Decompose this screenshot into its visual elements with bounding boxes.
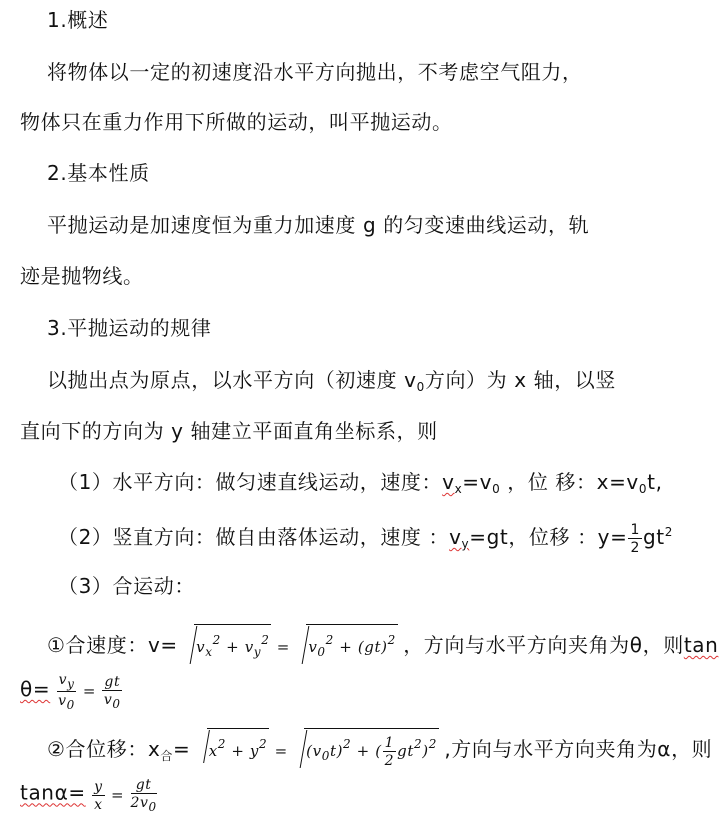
paragraph-line: 以抛出点为原点，以水平方向（初速度 $v_0$方向）为 x 轴，以竖 (47, 368, 616, 394)
combined-velocity-line: ①合速度：$v= v_x^2 + v_y^2 = v_0^2 + (gt)^2$ ，方向与水平方向夹角为θ，则tan (47, 624, 718, 666)
paragraph-line: 直向下的方向为 y 轴建立平面直角坐标系，则 (20, 419, 438, 443)
heading-laws: 3.平抛运动的规律 (47, 316, 212, 340)
formula-velocity-sqrt: $v_x^2 + v_y^2 = v_0^2 + (gt)^2$ (178, 638, 403, 656)
item-horizontal: （1）水平方向：做匀速直线运动，速度：$v_x=v_0$ ，位 移：$x=v_0t$, (58, 470, 663, 496)
fraction-half: $\frac{1}{2}$ (630, 521, 640, 556)
item-combined: （3）合运动： (58, 574, 195, 598)
formula-alpha: $\frac{y}{x}$ = $\frac{gt}{2v0}$ (94, 777, 157, 814)
theta-formula-line: θ= $\frac{vy}{v0}$ = $\frac{gt}{v0}$ (20, 673, 123, 711)
heading-properties: 2.基本性质 (47, 161, 150, 185)
combined-displacement-line: ②合位移：$x_合= x^2 + y^2 = (v_0t)^2$ + ( $\frac{1}{2}$ $gt^2)^2$ ,方向与水平方向夹角为α，则 (47, 728, 712, 770)
paragraph-line: 将物体以一定的初速度沿水平方向抛出，不考虑空气阻力， (47, 60, 583, 84)
paragraph-line: 迹是抛物线。 (20, 264, 144, 288)
alpha-formula-line: tanα= $\frac{y}{x}$ = $\frac{gt}{2v0}$ (20, 777, 157, 814)
formula-theta: $\frac{vy}{v0}$ = $\frac{gt}{v0}$ (58, 672, 121, 712)
paragraph-line: 平抛运动是加速度恒为重力加速度 g 的匀变速曲线运动，轨 (47, 213, 590, 237)
item-vertical: （2）竖直方向：做自由落体运动，速度 ：$v_y=gt$，位移 ：y= $\frac{1}{2}$ $gt^2$ (58, 521, 673, 556)
paragraph-line: 物体只在重力作用下所做的运动，叫平抛运动。 (20, 110, 453, 134)
formula-displacement-sqrt: $x^2 + y^2 = (v_0t)^2$ + ( $\frac{1}{2}$ $gt^2)^2$ (190, 742, 444, 760)
heading-overview: 1.概述 (47, 8, 109, 32)
